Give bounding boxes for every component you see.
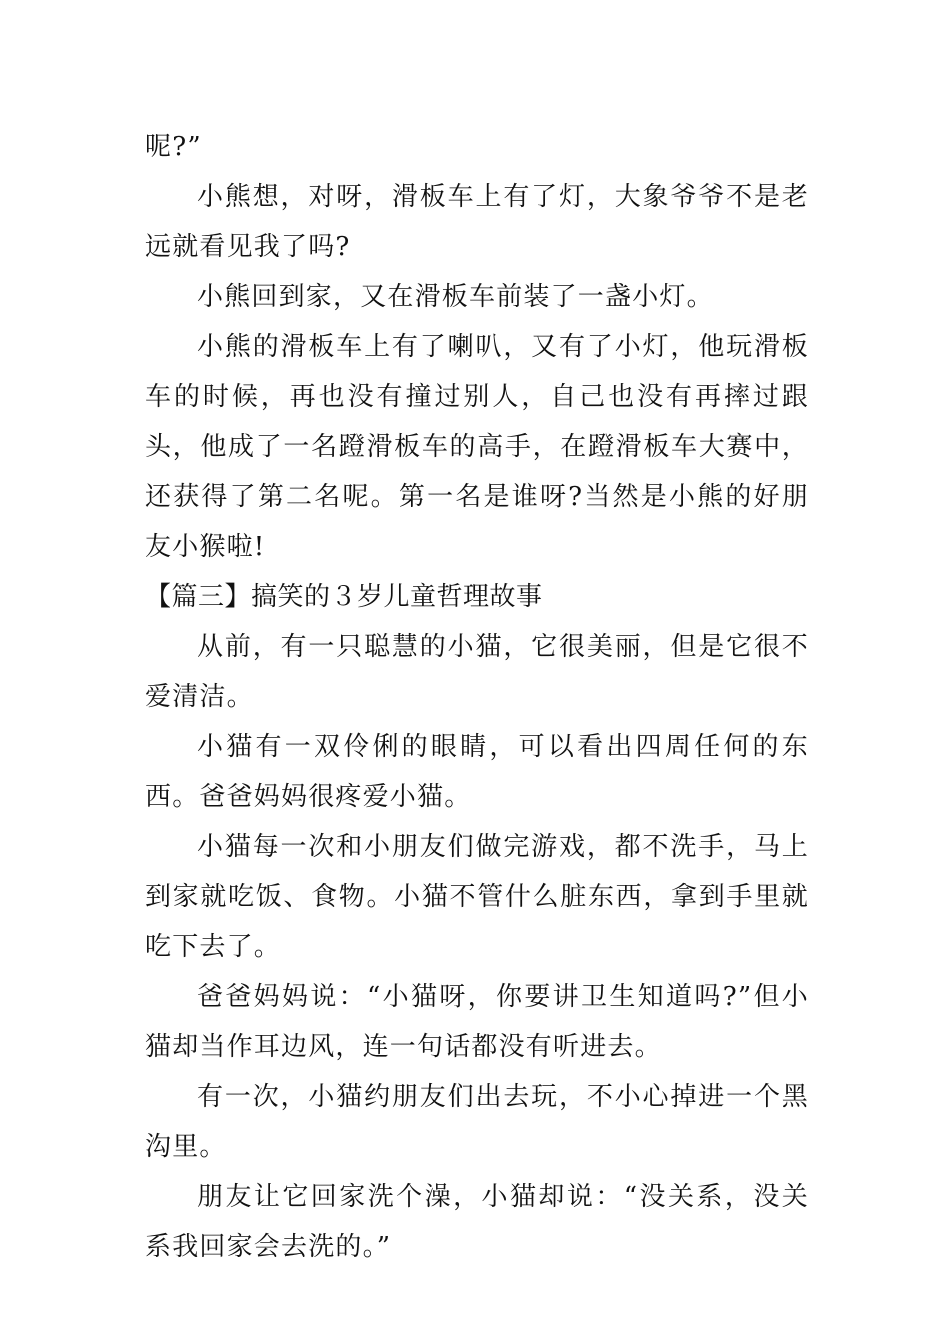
paragraph: 小熊的滑板车上有了喇叭，又有了小灯，他玩滑板车的时候，再也没有撞过别人，自己也没有再摔过跟头，他成了一名蹬滑板车的高手，在蹬滑板车大赛中，还获得了第二名呢。第一名是谁呀?当然是小熊的好朋友小猴啦! [145, 332, 809, 562]
paragraph: 爸爸妈妈说：“小猫呀，你要讲卫生知道吗?”但小猫却当作耳边风，连一句话都没有听进去。 [145, 982, 809, 1062]
paragraph-continuation: 呢?” [145, 132, 202, 162]
paragraph: 有一次，小猫约朋友们出去玩，不小心掉进一个黑沟里。 [145, 1082, 809, 1162]
paragraph: 小熊回到家，又在滑板车前装了一盏小灯。 [197, 282, 714, 312]
paragraph: 小猫每一次和小朋友们做完游戏，都不洗手，马上到家就吃饭、食物。小猫不管什么脏东西，拿到手里就吃下去了。 [145, 832, 809, 962]
document-page [145, 122, 809, 1272]
paragraph: 朋友让它回家洗个澡，小猫却说：“没关系，没关系我回家会去洗的。” [145, 1182, 809, 1262]
section-heading: 【篇三】搞笑的３岁儿童哲理故事 [145, 582, 543, 612]
paragraph: 小熊想，对呀，滑板车上有了灯，大象爷爷不是老远就看见我了吗? [145, 182, 809, 262]
paragraph: 从前，有一只聪慧的小猫，它很美丽，但是它很不爱清洁。 [145, 632, 809, 712]
paragraph: 小猫有一双伶俐的眼睛，可以看出四周任何的东西。爸爸妈妈很疼爱小猫。 [145, 732, 809, 812]
